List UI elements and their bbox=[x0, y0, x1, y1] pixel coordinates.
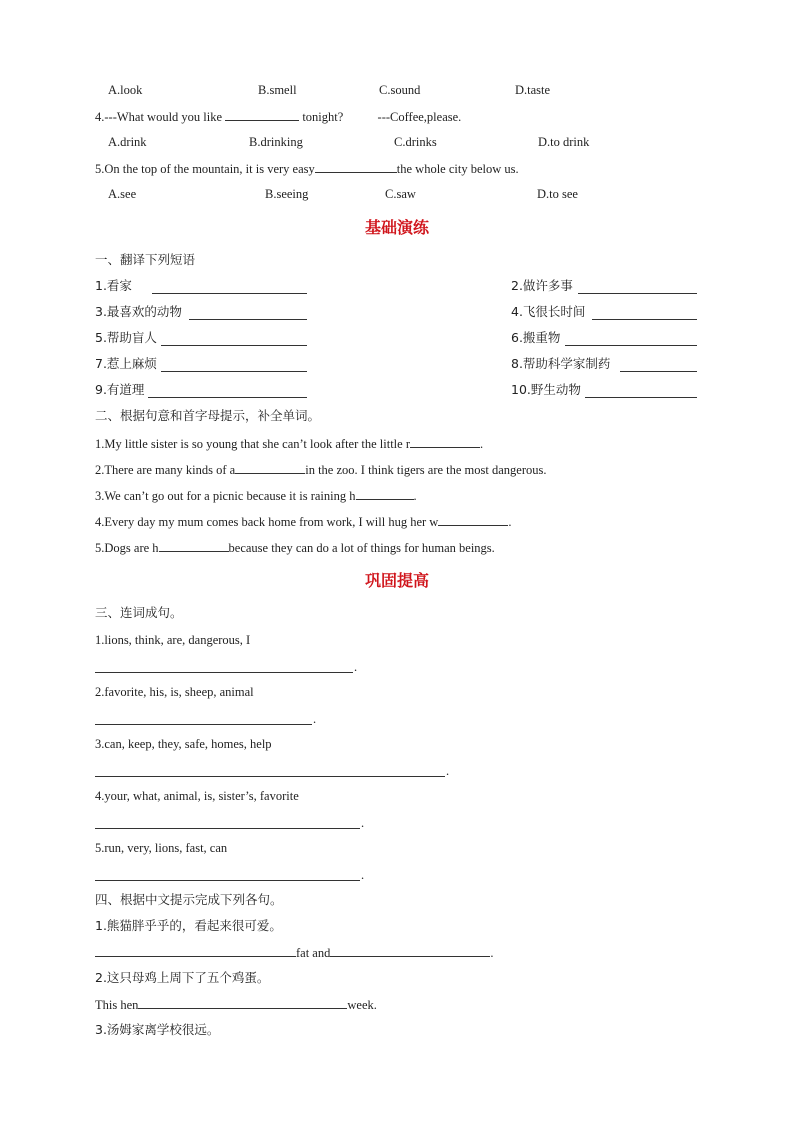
q5-after: the whole city below us. bbox=[396, 162, 519, 176]
sentence-start: 2.There are many kinds of a bbox=[95, 463, 236, 477]
q1-middle-text: fat and bbox=[296, 946, 331, 960]
part4-q2-chinese: 2.这只母鸡上周下了五个鸡蛋。 bbox=[95, 970, 270, 985]
part1-item-1 bbox=[95, 278, 132, 294]
item-label: 8.帮助科学家制药 bbox=[511, 356, 611, 371]
sentence-end: in the zoo. I think tigers are the most dangerous. bbox=[305, 463, 547, 477]
part3-answer-4[interactable] bbox=[95, 828, 360, 829]
section-title-consolidate: 巩固提高 bbox=[364, 571, 429, 590]
part4-q1-answer bbox=[95, 944, 493, 961]
q2-end-text: week. bbox=[347, 998, 377, 1012]
period: . bbox=[490, 946, 494, 960]
section-title-basic: 基础演练 bbox=[364, 218, 429, 237]
q4-blank[interactable] bbox=[225, 108, 299, 121]
part2-blank-1[interactable] bbox=[410, 435, 480, 448]
part1-blank-5[interactable] bbox=[161, 345, 307, 346]
part2-blank-4[interactable] bbox=[438, 513, 508, 526]
q3-option-c: C.sound bbox=[379, 83, 421, 97]
item-label: 7.惹上麻烦 bbox=[95, 356, 157, 371]
q3-option-d: D.taste bbox=[515, 83, 551, 97]
item-label: 9.有道理 bbox=[95, 382, 145, 397]
q5-option-c: C.saw bbox=[385, 187, 416, 201]
q4-option-d: D.to drink bbox=[538, 135, 590, 149]
q4-text: 4.---What would you like bbox=[95, 110, 223, 124]
part4-q1-chinese: 1.熊猫胖乎乎的，看起来很可爱。 bbox=[95, 918, 282, 933]
part2-item-1 bbox=[95, 435, 483, 452]
sentence-start: 3.We can’t go out for a picnic because it is raining h bbox=[95, 489, 356, 503]
part2-heading: 二、根据句意和首字母提示，补全单词。 bbox=[95, 408, 321, 423]
sentence-start: 5.Dogs are h bbox=[95, 541, 159, 555]
item-label: 1.看家 bbox=[95, 278, 132, 293]
q5-blank[interactable] bbox=[315, 160, 397, 173]
part3-heading: 三、连词成句。 bbox=[95, 605, 183, 620]
q3-option-b: B.smell bbox=[258, 83, 297, 97]
q5-option-d: D.to see bbox=[537, 187, 578, 201]
q4-option-a: A.drink bbox=[108, 135, 147, 149]
period: . bbox=[446, 764, 450, 778]
sentence-end: . bbox=[480, 437, 484, 451]
period: . bbox=[354, 660, 358, 674]
part1-item-8 bbox=[511, 356, 610, 372]
part3-answer-2[interactable] bbox=[95, 724, 312, 725]
q4-question bbox=[95, 108, 461, 125]
item-label: 5.帮助盲人 bbox=[95, 330, 157, 345]
q4-reply: ---Coffee,please. bbox=[377, 110, 462, 124]
item-label: 10.野生动物 bbox=[511, 382, 581, 397]
part4-q2-answer bbox=[95, 996, 377, 1013]
part3-item-4: 4.your, what, animal, is, sister’s, favorite bbox=[95, 789, 299, 803]
part2-blank-2[interactable] bbox=[235, 461, 305, 474]
q5-text: 5.On the top of the mountain, it is very easy bbox=[95, 162, 315, 176]
part1-blank-6[interactable] bbox=[565, 345, 697, 346]
part2-item-3 bbox=[95, 487, 417, 504]
part1-item-7 bbox=[95, 356, 157, 372]
part3-item-2: 2.favorite, his, is, sheep, animal bbox=[95, 685, 254, 699]
part2-item-5 bbox=[95, 539, 495, 556]
part4-q3-chinese: 3.汤姆家离学校很远。 bbox=[95, 1022, 220, 1037]
part3-item-1: 1.lions, think, are, dangerous, I bbox=[95, 633, 251, 647]
period: . bbox=[361, 816, 365, 830]
part2-blank-3[interactable] bbox=[356, 487, 414, 500]
item-label: 6.搬重物 bbox=[511, 330, 561, 345]
item-label: 4.飞很长时间 bbox=[511, 304, 586, 319]
part4-q1-blank-1[interactable] bbox=[95, 944, 296, 957]
q4-after: tonight? bbox=[302, 110, 344, 124]
q5-question bbox=[95, 160, 519, 177]
part1-heading: 一、翻译下列短语 bbox=[95, 252, 196, 267]
part1-blank-2[interactable] bbox=[578, 293, 697, 294]
period: . bbox=[313, 712, 317, 726]
part1-blank-8[interactable] bbox=[620, 371, 697, 372]
sentence-end: . bbox=[508, 515, 512, 529]
item-label: 2.做许多事 bbox=[511, 278, 573, 293]
part1-item-6 bbox=[511, 330, 560, 346]
part3-answer-5[interactable] bbox=[95, 880, 360, 881]
part1-blank-7[interactable] bbox=[161, 371, 307, 372]
part2-item-2 bbox=[95, 461, 547, 478]
q4-option-b: B.drinking bbox=[249, 135, 303, 149]
sentence-start: 1.My little sister is so young that she can’t look after the little r bbox=[95, 437, 410, 451]
part1-blank-10[interactable] bbox=[585, 397, 697, 398]
part2-item-4 bbox=[95, 513, 511, 530]
part3-answer-1[interactable] bbox=[95, 672, 353, 673]
sentence-end: . bbox=[413, 489, 417, 503]
part4-q2-blank[interactable] bbox=[138, 996, 347, 1009]
part2-blank-5[interactable] bbox=[159, 539, 229, 552]
part1-item-10 bbox=[511, 382, 581, 398]
q2-start-text: This hen bbox=[95, 998, 139, 1012]
q4-option-c: C.drinks bbox=[394, 135, 437, 149]
item-label: 3.最喜欢的动物 bbox=[95, 304, 182, 319]
part4-q1-blank-2[interactable] bbox=[330, 944, 490, 957]
part1-blank-4[interactable] bbox=[592, 319, 697, 320]
period: . bbox=[361, 868, 365, 882]
part1-item-9 bbox=[95, 382, 144, 398]
part1-item-4 bbox=[511, 304, 585, 320]
q5-option-a: A.see bbox=[108, 187, 137, 201]
part3-item-5: 5.run, very, lions, fast, can bbox=[95, 841, 228, 855]
q5-option-b: B.seeing bbox=[265, 187, 309, 201]
part1-blank-1[interactable] bbox=[152, 293, 307, 294]
part1-item-2 bbox=[511, 278, 573, 294]
sentence-start: 4.Every day my mum comes back home from work, I will hug her w bbox=[95, 515, 439, 529]
part4-heading: 四、根据中文提示完成下列各句。 bbox=[95, 892, 283, 907]
part1-blank-3[interactable] bbox=[189, 319, 307, 320]
part1-item-5 bbox=[95, 330, 157, 346]
q3-option-a: A.look bbox=[108, 83, 143, 97]
part3-answer-3[interactable] bbox=[95, 776, 445, 777]
part1-blank-9[interactable] bbox=[148, 397, 307, 398]
part1-item-3 bbox=[95, 304, 182, 320]
part3-item-3: 3.can, keep, they, safe, homes, help bbox=[95, 737, 272, 751]
sentence-end: because they can do a lot of things for human beings. bbox=[228, 541, 495, 555]
